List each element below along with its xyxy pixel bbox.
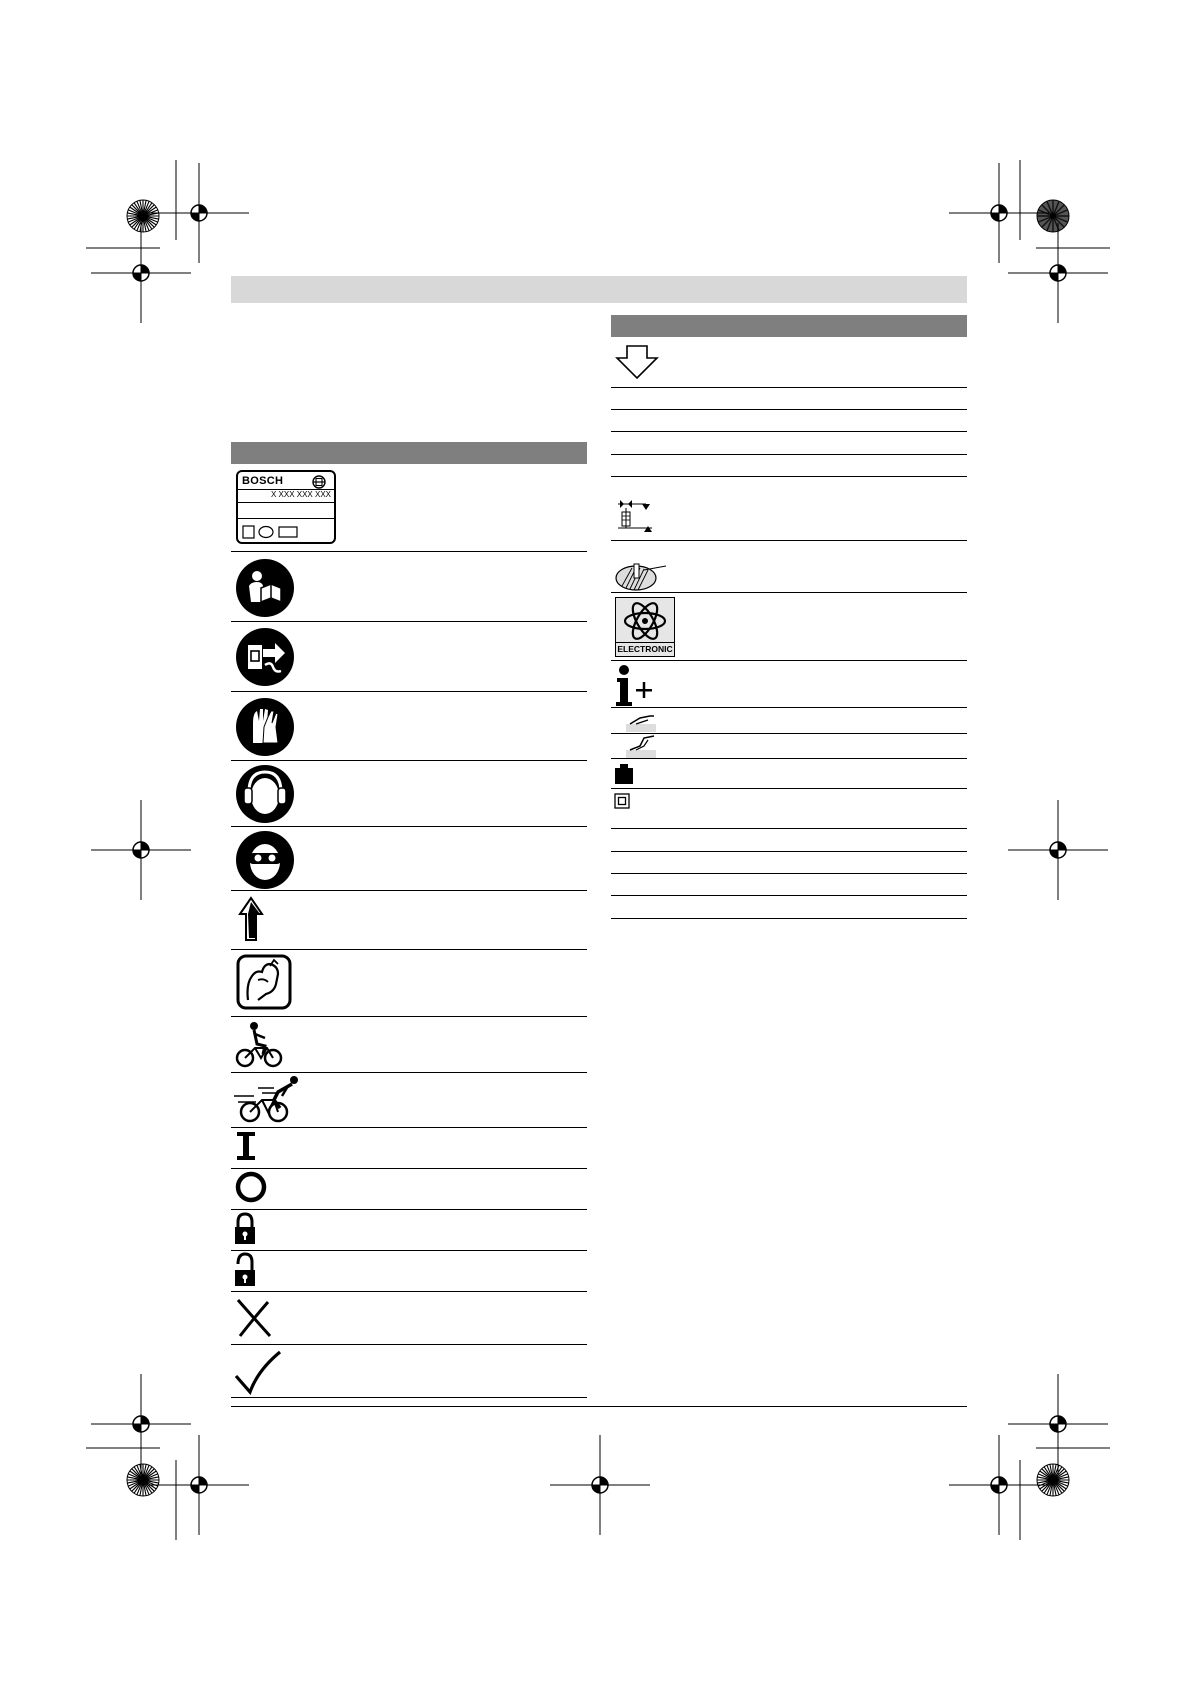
row-divider bbox=[611, 540, 967, 541]
unlocked-icon bbox=[234, 1252, 256, 1288]
row-divider bbox=[611, 788, 967, 789]
row-divider bbox=[231, 890, 587, 891]
switch-on-icon bbox=[235, 1130, 257, 1162]
eye-protection-icon bbox=[235, 830, 295, 890]
row-divider bbox=[231, 1016, 587, 1017]
sole-plate-b-icon bbox=[626, 734, 656, 758]
row-divider bbox=[231, 621, 587, 622]
correct-check-icon bbox=[234, 1348, 282, 1396]
atom-icon bbox=[620, 600, 670, 642]
row-divider bbox=[611, 431, 967, 432]
row-divider bbox=[611, 707, 967, 708]
electronic-icon bbox=[615, 597, 675, 657]
saw-blade-icon bbox=[614, 560, 668, 592]
right-section-header-bar bbox=[611, 315, 967, 337]
rating-plate-icon bbox=[236, 470, 336, 544]
row-divider bbox=[611, 592, 967, 593]
row-divider bbox=[611, 918, 967, 919]
slow-cyclist-icon bbox=[235, 1020, 285, 1070]
protection-class-icon bbox=[614, 793, 630, 809]
row-divider bbox=[231, 1291, 587, 1292]
down-arrow-icon bbox=[615, 344, 659, 380]
row-divider bbox=[611, 387, 967, 388]
push-up-arrow-icon bbox=[236, 896, 266, 942]
rating-plate-marks-icon bbox=[242, 525, 304, 539]
left-section-header-bar bbox=[231, 442, 587, 464]
row-divider bbox=[231, 1397, 587, 1398]
weight-icon bbox=[614, 762, 634, 786]
row-divider bbox=[231, 760, 587, 761]
wrong-cross-icon bbox=[234, 1296, 274, 1340]
row-divider bbox=[611, 828, 967, 829]
row-divider bbox=[611, 733, 967, 734]
row-divider bbox=[611, 851, 967, 852]
row-divider bbox=[231, 551, 587, 552]
row-divider bbox=[611, 454, 967, 455]
gloves-icon bbox=[235, 697, 295, 757]
electronic-label: ELECTRONIC bbox=[617, 644, 673, 654]
row-divider bbox=[231, 691, 587, 692]
rating-plate-number: X XXX XXX XXX bbox=[270, 490, 331, 499]
page-header-bar bbox=[231, 276, 967, 303]
row-divider bbox=[231, 1127, 587, 1128]
row-divider bbox=[231, 1250, 587, 1251]
unplug-icon bbox=[235, 627, 295, 687]
switch-off-icon bbox=[234, 1170, 268, 1204]
read-manual-icon bbox=[235, 558, 295, 618]
row-divider bbox=[611, 873, 967, 874]
row-divider bbox=[611, 409, 967, 410]
row-divider bbox=[611, 660, 967, 661]
row-divider bbox=[231, 1344, 587, 1345]
fast-cyclist-icon bbox=[234, 1074, 304, 1124]
row-divider bbox=[231, 1072, 587, 1073]
row-divider bbox=[231, 1209, 587, 1210]
info-plus-icon bbox=[614, 664, 656, 708]
row-divider bbox=[231, 949, 587, 950]
page-footer-rule bbox=[231, 1406, 967, 1407]
ear-protection-icon bbox=[235, 764, 295, 824]
sole-plate-a-icon bbox=[626, 710, 656, 732]
row-divider bbox=[231, 1168, 587, 1169]
row-divider bbox=[611, 476, 967, 477]
rating-plate-brand: BOSCH bbox=[242, 475, 284, 487]
cutting-depth-icon bbox=[616, 498, 654, 534]
bosch-armature-icon bbox=[312, 475, 326, 489]
muscle-strength-icon bbox=[236, 954, 292, 1010]
row-divider bbox=[611, 758, 967, 759]
row-divider bbox=[231, 826, 587, 827]
locked-icon bbox=[234, 1212, 256, 1246]
row-divider bbox=[611, 895, 967, 896]
